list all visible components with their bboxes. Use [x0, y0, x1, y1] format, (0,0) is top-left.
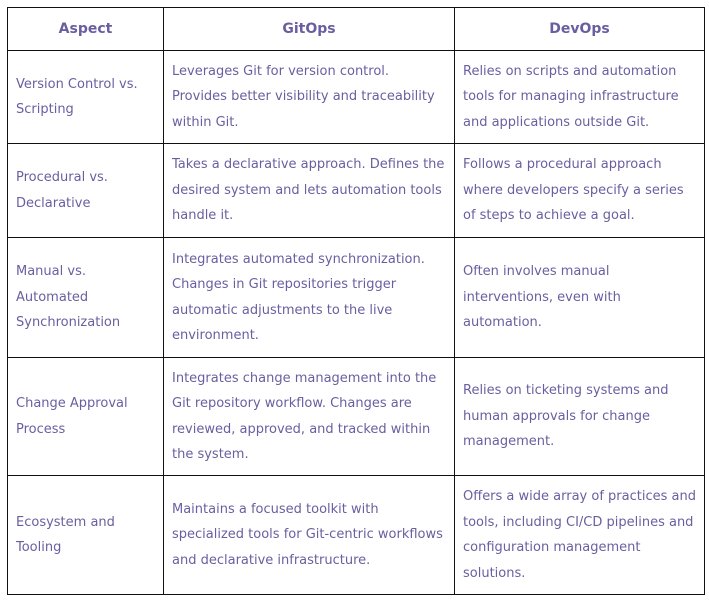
- devops-cell: Often involves manual interventions, even with automation.: [455, 238, 705, 358]
- devops-cell: Follows a procedural approach where developers specify a series of steps to achieve a goal.: [455, 144, 705, 238]
- devops-cell: Relies on scripts and automation tools for managing infrastructure and applications outside Git.: [455, 51, 705, 144]
- gitops-cell: Takes a declarative approach. Defines the desired system and lets automation tools handle it.: [164, 144, 455, 238]
- gitops-cell: Leverages Git for version control. Provides better visibility and traceability within Git.: [164, 51, 455, 144]
- aspect-cell: Change Approval Process: [8, 358, 164, 476]
- comparison-table: [7, 7, 705, 595]
- table-row: [8, 144, 705, 238]
- table-row: [8, 358, 705, 476]
- aspect-cell: Ecosystem and Tooling: [8, 476, 164, 595]
- header-devops: DevOps: [455, 8, 705, 51]
- header-gitops: GitOps: [164, 8, 455, 51]
- gitops-cell: Maintains a focused toolkit with specialized tools for Git-centric workflows and declarative infrastructure.: [164, 476, 455, 595]
- gitops-cell: Integrates change management into the Git repository workflow. Changes are reviewed, approved, and tracked within the system.: [164, 358, 455, 476]
- gitops-cell: Integrates automated synchronization. Changes in Git repositories trigger automatic adjustments to the live environment.: [164, 238, 455, 358]
- table-row: [8, 238, 705, 358]
- devops-cell: Relies on ticketing systems and human approvals for change management.: [455, 358, 705, 476]
- devops-cell: Offers a wide array of practices and tools, including CI/CD pipelines and configuration management solutions.: [455, 476, 705, 595]
- header-aspect: Aspect: [8, 8, 164, 51]
- aspect-cell: Procedural vs. Declarative: [8, 144, 164, 238]
- header-row: [8, 8, 705, 51]
- table-row: [8, 476, 705, 595]
- table-row: [8, 51, 705, 144]
- aspect-cell: Manual vs. Automated Synchronization: [8, 238, 164, 358]
- aspect-cell: Version Control vs. Scripting: [8, 51, 164, 144]
